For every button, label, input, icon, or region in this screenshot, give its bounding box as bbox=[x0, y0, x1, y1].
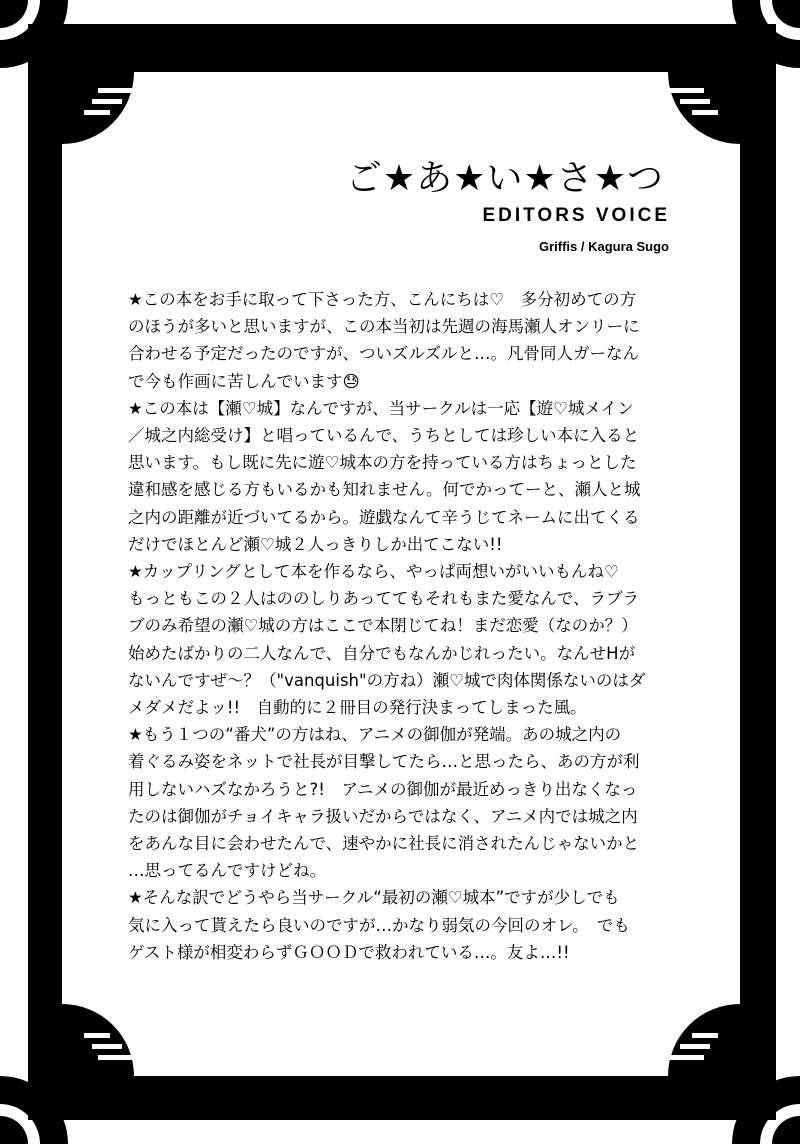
title-block bbox=[346, 150, 670, 254]
body-line: もっともこの２人はののしりあっててもそれもまた愛なんで、ラブラ bbox=[128, 589, 640, 609]
body-line: 始めたばかりの二人なんで、自分でもなんかじれったい。なんせHが bbox=[128, 643, 636, 663]
body-line: 着ぐるみ姿をネットで社長が目撃してたら…と思ったら、あの方が利 bbox=[128, 752, 640, 772]
author-credit: Griffis / Kagura Sugo bbox=[538, 239, 669, 254]
page-title: ご★あ★い★さ★つ bbox=[345, 158, 664, 199]
page-subtitle: EDITORS VOICE bbox=[482, 205, 670, 226]
body-line: ★カップリングとして本を作るなら、やっぱ両想いがいいもんね♡ bbox=[128, 562, 619, 582]
body-line: ／城之内総受け】と唱っているんで、うちとしては珍しい本に入ると bbox=[128, 426, 640, 446]
stripe-ornament-bottom-left bbox=[62, 986, 152, 1076]
body-line: のほうが多いと思いますが、この本当初は先週の海馬瀬人オンリーに bbox=[128, 317, 640, 337]
body-line: 用しないハズなかろうと?! アニメの御伽が最近めっきり出なくなっ bbox=[128, 779, 638, 799]
body-line: ゲスト様が相変わらずＧＯＯＤで救われている…。友よ…!! bbox=[128, 942, 570, 962]
body-line: ないんですぜ〜？（"vanquish"の方ね）瀬♡城で肉体関係ないのはダ bbox=[128, 670, 646, 690]
stripe-ornament-top-left bbox=[62, 72, 152, 162]
body-line: メダメだよッ!! 自動的に２冊目の発行決まってしまった風。 bbox=[128, 698, 587, 718]
body-line: ★もう１つの“番犬”の方はね、アニメの御伽が発端。あの城之内の bbox=[128, 725, 622, 745]
body-line: 合わせる予定だったのですが、ついズルズルと…。凡骨同人ガーなん bbox=[128, 344, 640, 364]
body-line: 気に入って貰えたら良いのですが…かなり弱気の今回のオレ。 でも bbox=[128, 915, 630, 935]
body-line: をあんな目に会わせたんで、速やかに社長に消されたんじゃないかと bbox=[128, 834, 640, 854]
body-line: ★この本をお手に取って下さった方、こんにちは♡ 多分初めての方 bbox=[128, 290, 637, 309]
body-line: …思ってるんですけどね。 bbox=[128, 861, 326, 881]
body-line: 之内の距離が近づいてるから。遊戯なんて辛うじてネームに出てくる bbox=[128, 507, 640, 527]
body-line: たのは御伽がチョイキャラ扱いだからではなく、アニメ内では城之内 bbox=[128, 806, 638, 826]
body-line: 違和感を感じる方もいるかも知れません。何でかってーと、瀬人と城 bbox=[128, 480, 641, 500]
body-text bbox=[128, 286, 688, 966]
body-line: で今も作画に苦しんでいます😓 bbox=[128, 371, 360, 391]
body-line: ブのみ希望の瀬♡城の方はここで本閉じてね！まだ恋愛（なのか？） bbox=[128, 616, 638, 636]
body-line: 思います。もし既に先に遊♡城本の方を持っている方はちょっとした bbox=[128, 453, 637, 473]
body-line: だけでほとんど瀬♡城２人っきりしか出てこない!! bbox=[128, 534, 503, 554]
body-line: ★この本は【瀬♡城】なんですが、当サークルは一応【遊♡城メイン bbox=[128, 398, 634, 418]
body-line: ★そんな訳でどうやら当サークル“最初の瀬♡城本”ですが少しでも bbox=[128, 888, 620, 908]
stripe-ornament-bottom-right bbox=[650, 986, 740, 1076]
stripe-ornament-top-right bbox=[650, 72, 740, 162]
